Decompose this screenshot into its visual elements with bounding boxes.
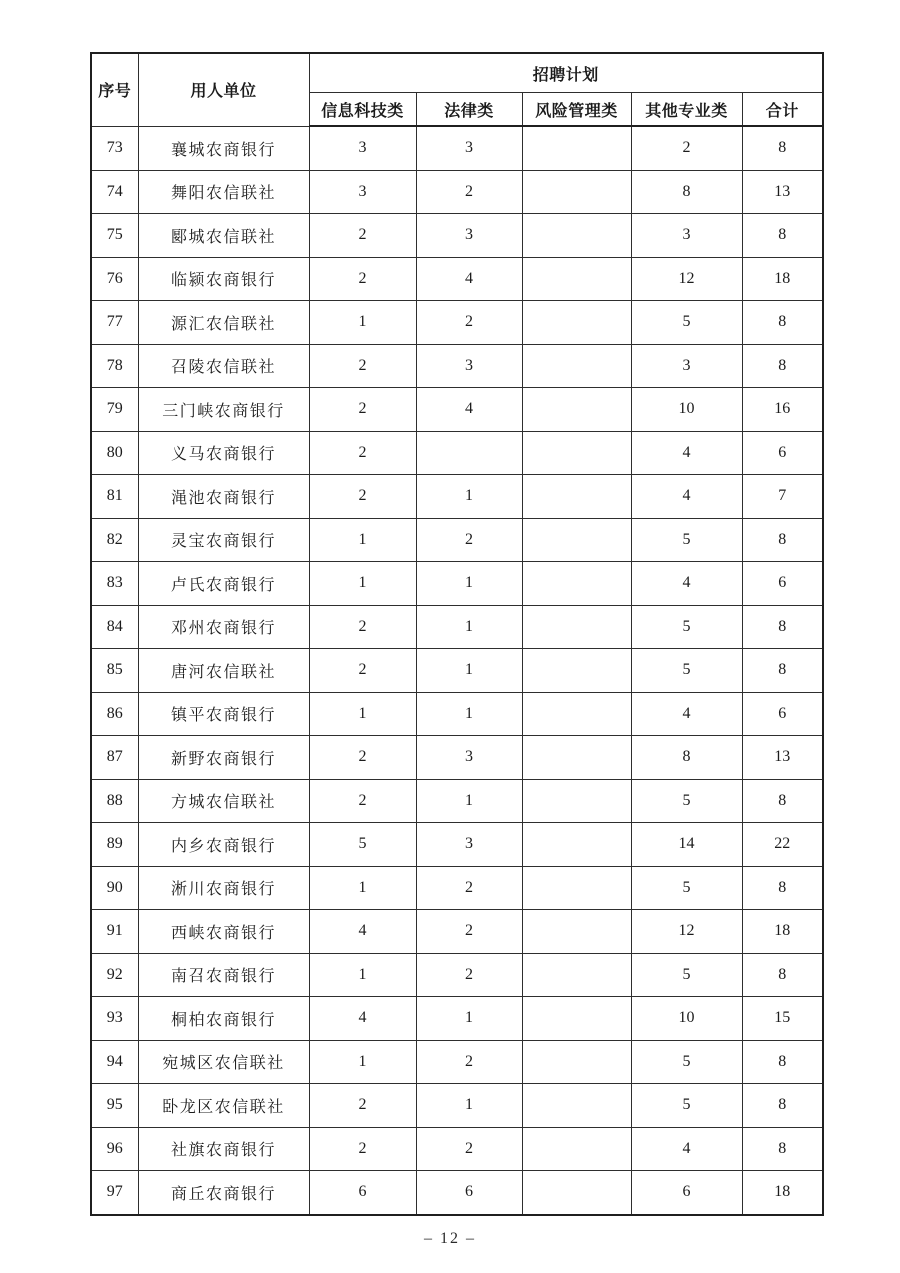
- cell-other: 4: [631, 431, 742, 475]
- cell-other: 5: [631, 1084, 742, 1128]
- cell-other: 5: [631, 953, 742, 997]
- cell-it: 2: [309, 736, 416, 780]
- cell-employer: 临颍农商银行: [138, 257, 309, 301]
- table-row: [91, 823, 823, 867]
- cell-other: 5: [631, 1040, 742, 1084]
- cell-it: 1: [309, 562, 416, 606]
- cell-risk: [522, 1127, 631, 1171]
- cell-employer: 社旗农商银行: [138, 1127, 309, 1171]
- cell-other: 4: [631, 1127, 742, 1171]
- cell-law: 2: [416, 518, 522, 562]
- cell-seq: 92: [91, 953, 138, 997]
- cell-risk: [522, 866, 631, 910]
- cell-law: 1: [416, 997, 522, 1041]
- cell-it: 3: [309, 126, 416, 170]
- table-row: [91, 779, 823, 823]
- cell-seq: 79: [91, 388, 138, 432]
- cell-law: 3: [416, 214, 522, 258]
- cell-it: 2: [309, 344, 416, 388]
- cell-seq: 87: [91, 736, 138, 780]
- cell-seq: 96: [91, 1127, 138, 1171]
- table-row: [91, 1040, 823, 1084]
- cell-seq: 91: [91, 910, 138, 954]
- cell-it: 1: [309, 301, 416, 345]
- cell-employer: 南召农商银行: [138, 953, 309, 997]
- cell-seq: 93: [91, 997, 138, 1041]
- cell-law: 1: [416, 692, 522, 736]
- cell-law: 3: [416, 126, 522, 170]
- cell-it: 2: [309, 1127, 416, 1171]
- cell-risk: [522, 562, 631, 606]
- cell-law: 6: [416, 1171, 522, 1215]
- cell-other: 12: [631, 257, 742, 301]
- cell-it: 5: [309, 823, 416, 867]
- header-col-other: 其他专业类: [631, 93, 742, 127]
- cell-employer: 新野农商银行: [138, 736, 309, 780]
- cell-total: 22: [742, 823, 823, 867]
- header-plan-group: 招聘计划: [309, 53, 823, 93]
- cell-total: 8: [742, 649, 823, 693]
- cell-employer: 三门峡农商银行: [138, 388, 309, 432]
- cell-other: 3: [631, 214, 742, 258]
- cell-law: 2: [416, 910, 522, 954]
- cell-law: 3: [416, 344, 522, 388]
- table-body: [91, 126, 823, 1215]
- cell-employer: 宛城区农信联社: [138, 1040, 309, 1084]
- table-row: [91, 605, 823, 649]
- cell-total: 18: [742, 910, 823, 954]
- cell-employer: 卢氏农商银行: [138, 562, 309, 606]
- cell-law: 4: [416, 388, 522, 432]
- cell-risk: [522, 823, 631, 867]
- cell-total: 8: [742, 1084, 823, 1128]
- cell-risk: [522, 605, 631, 649]
- cell-other: 10: [631, 997, 742, 1041]
- table-row: [91, 866, 823, 910]
- cell-it: 4: [309, 910, 416, 954]
- cell-risk: [522, 997, 631, 1041]
- cell-seq: 86: [91, 692, 138, 736]
- header-col-risk: 风险管理类: [522, 93, 631, 127]
- cell-total: 8: [742, 866, 823, 910]
- header-col-it: 信息科技类: [309, 93, 416, 127]
- cell-risk: [522, 518, 631, 562]
- cell-risk: [522, 1084, 631, 1128]
- cell-it: 2: [309, 475, 416, 519]
- cell-total: 8: [742, 214, 823, 258]
- cell-risk: [522, 257, 631, 301]
- cell-risk: [522, 170, 631, 214]
- cell-it: 2: [309, 649, 416, 693]
- cell-seq: 88: [91, 779, 138, 823]
- cell-seq: 84: [91, 605, 138, 649]
- cell-other: 5: [631, 866, 742, 910]
- table-row: [91, 301, 823, 345]
- cell-risk: [522, 692, 631, 736]
- recruitment-plan-table: [90, 52, 824, 1216]
- cell-employer: 义马农商银行: [138, 431, 309, 475]
- cell-law: 1: [416, 475, 522, 519]
- table-row: [91, 953, 823, 997]
- cell-total: 16: [742, 388, 823, 432]
- cell-it: 2: [309, 431, 416, 475]
- cell-total: 8: [742, 518, 823, 562]
- cell-it: 1: [309, 518, 416, 562]
- cell-other: 4: [631, 475, 742, 519]
- cell-risk: [522, 475, 631, 519]
- cell-employer: 召陵农信联社: [138, 344, 309, 388]
- cell-it: 2: [309, 388, 416, 432]
- cell-other: 4: [631, 562, 742, 606]
- cell-total: 8: [742, 953, 823, 997]
- cell-risk: [522, 301, 631, 345]
- cell-other: 5: [631, 649, 742, 693]
- cell-total: 8: [742, 1127, 823, 1171]
- header-col-law: 法律类: [416, 93, 522, 127]
- cell-other: 5: [631, 518, 742, 562]
- table-row: [91, 649, 823, 693]
- table-row: [91, 997, 823, 1041]
- cell-seq: 95: [91, 1084, 138, 1128]
- cell-employer: 唐河农信联社: [138, 649, 309, 693]
- cell-it: 2: [309, 1084, 416, 1128]
- table-row: [91, 257, 823, 301]
- cell-risk: [522, 126, 631, 170]
- cell-total: 6: [742, 431, 823, 475]
- cell-total: 8: [742, 605, 823, 649]
- header-col-total: 合计: [742, 93, 823, 127]
- header-seq: 序号: [91, 53, 138, 126]
- cell-seq: 83: [91, 562, 138, 606]
- cell-it: 1: [309, 692, 416, 736]
- table-row: [91, 126, 823, 170]
- cell-other: 12: [631, 910, 742, 954]
- cell-total: 15: [742, 997, 823, 1041]
- cell-total: 18: [742, 1171, 823, 1215]
- cell-total: 8: [742, 126, 823, 170]
- cell-risk: [522, 779, 631, 823]
- cell-law: 2: [416, 866, 522, 910]
- cell-risk: [522, 431, 631, 475]
- table-row: [91, 692, 823, 736]
- table-row: [91, 910, 823, 954]
- cell-risk: [522, 953, 631, 997]
- table-header: [91, 53, 823, 126]
- cell-employer: 渑池农商银行: [138, 475, 309, 519]
- cell-employer: 西峡农商银行: [138, 910, 309, 954]
- cell-employer: 镇平农商银行: [138, 692, 309, 736]
- cell-risk: [522, 736, 631, 780]
- cell-employer: 襄城农商银行: [138, 126, 309, 170]
- cell-risk: [522, 910, 631, 954]
- cell-total: 6: [742, 562, 823, 606]
- cell-employer: 舞阳农信联社: [138, 170, 309, 214]
- cell-it: 2: [309, 257, 416, 301]
- cell-it: 3: [309, 170, 416, 214]
- cell-seq: 90: [91, 866, 138, 910]
- cell-seq: 74: [91, 170, 138, 214]
- cell-it: 6: [309, 1171, 416, 1215]
- cell-seq: 89: [91, 823, 138, 867]
- table-row: [91, 388, 823, 432]
- cell-law: 2: [416, 301, 522, 345]
- cell-employer: 郾城农信联社: [138, 214, 309, 258]
- cell-law: 3: [416, 823, 522, 867]
- cell-other: 5: [631, 779, 742, 823]
- table-row: [91, 344, 823, 388]
- cell-employer: 源汇农信联社: [138, 301, 309, 345]
- cell-other: 4: [631, 692, 742, 736]
- cell-other: 6: [631, 1171, 742, 1215]
- cell-law: 1: [416, 562, 522, 606]
- cell-seq: 82: [91, 518, 138, 562]
- cell-total: 8: [742, 1040, 823, 1084]
- cell-seq: 76: [91, 257, 138, 301]
- cell-seq: 97: [91, 1171, 138, 1215]
- cell-other: 2: [631, 126, 742, 170]
- cell-it: 1: [309, 953, 416, 997]
- cell-employer: 方城农信联社: [138, 779, 309, 823]
- cell-other: 3: [631, 344, 742, 388]
- cell-law: 1: [416, 779, 522, 823]
- cell-employer: 内乡农商银行: [138, 823, 309, 867]
- cell-law: [416, 431, 522, 475]
- page-number: – 12 –: [424, 1230, 476, 1247]
- table-row: [91, 475, 823, 519]
- cell-law: 2: [416, 953, 522, 997]
- cell-employer: 商丘农商银行: [138, 1171, 309, 1215]
- cell-it: 2: [309, 214, 416, 258]
- header-employer: 用人单位: [138, 53, 309, 126]
- cell-risk: [522, 649, 631, 693]
- cell-total: 13: [742, 736, 823, 780]
- cell-employer: 邓州农商银行: [138, 605, 309, 649]
- cell-law: 1: [416, 649, 522, 693]
- cell-other: 8: [631, 170, 742, 214]
- cell-seq: 75: [91, 214, 138, 258]
- cell-seq: 85: [91, 649, 138, 693]
- cell-law: 2: [416, 1127, 522, 1171]
- cell-law: 3: [416, 736, 522, 780]
- cell-risk: [522, 344, 631, 388]
- cell-risk: [522, 388, 631, 432]
- table-row: [91, 170, 823, 214]
- table-row: [91, 518, 823, 562]
- cell-law: 2: [416, 170, 522, 214]
- cell-it: 4: [309, 997, 416, 1041]
- cell-total: 7: [742, 475, 823, 519]
- cell-other: 10: [631, 388, 742, 432]
- cell-seq: 73: [91, 126, 138, 170]
- cell-employer: 桐柏农商银行: [138, 997, 309, 1041]
- cell-law: 4: [416, 257, 522, 301]
- cell-risk: [522, 1040, 631, 1084]
- cell-total: 6: [742, 692, 823, 736]
- cell-it: 1: [309, 1040, 416, 1084]
- table-row: [91, 736, 823, 780]
- table-row: [91, 562, 823, 606]
- cell-seq: 81: [91, 475, 138, 519]
- cell-total: 13: [742, 170, 823, 214]
- table-row: [91, 1084, 823, 1128]
- cell-it: 2: [309, 605, 416, 649]
- cell-seq: 94: [91, 1040, 138, 1084]
- cell-seq: 78: [91, 344, 138, 388]
- cell-total: 8: [742, 301, 823, 345]
- cell-law: 2: [416, 1040, 522, 1084]
- cell-law: 1: [416, 1084, 522, 1128]
- cell-other: 8: [631, 736, 742, 780]
- cell-employer: 淅川农商银行: [138, 866, 309, 910]
- cell-total: 18: [742, 257, 823, 301]
- cell-risk: [522, 214, 631, 258]
- cell-it: 2: [309, 779, 416, 823]
- header-row-top: [91, 53, 823, 93]
- table-row: [91, 214, 823, 258]
- cell-other: 5: [631, 605, 742, 649]
- table-row: [91, 1171, 823, 1215]
- cell-total: 8: [742, 779, 823, 823]
- table-row: [91, 1127, 823, 1171]
- cell-employer: 卧龙区农信联社: [138, 1084, 309, 1128]
- cell-other: 14: [631, 823, 742, 867]
- cell-risk: [522, 1171, 631, 1215]
- cell-employer: 灵宝农商银行: [138, 518, 309, 562]
- cell-it: 1: [309, 866, 416, 910]
- cell-law: 1: [416, 605, 522, 649]
- table-row: [91, 431, 823, 475]
- cell-other: 5: [631, 301, 742, 345]
- cell-total: 8: [742, 344, 823, 388]
- cell-seq: 77: [91, 301, 138, 345]
- cell-seq: 80: [91, 431, 138, 475]
